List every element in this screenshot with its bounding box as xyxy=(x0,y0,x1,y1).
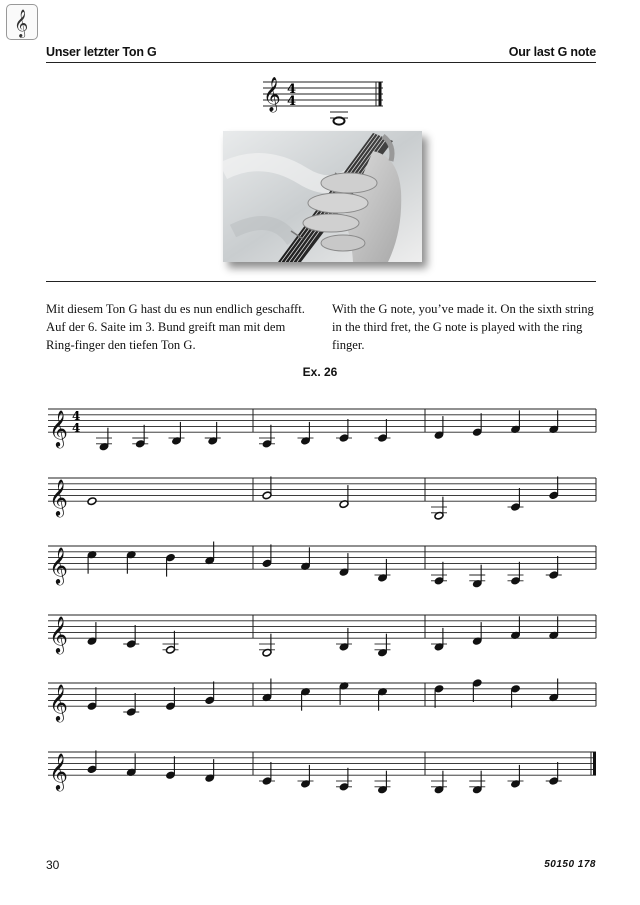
note-head xyxy=(87,497,97,506)
treble-clef-icon: 𝄞 xyxy=(49,683,68,722)
treble-clef-icon: 𝄞 xyxy=(49,546,68,585)
description-german: Mit diesem Ton G hast du es nun endlich geschafft. Auf der 6. Saite im 3. Bund greift man mit dem Ring-finger den tiefen Ton G. xyxy=(46,302,305,352)
example-label: Ex. 26 xyxy=(302,365,338,379)
intro-time-signature: 4 xyxy=(287,82,297,97)
header-title-german: Unser letzter Ton G xyxy=(46,45,157,59)
treble-clef-icon: 𝄞 xyxy=(49,615,68,654)
time-signature-bottom: 4 xyxy=(72,421,81,435)
catalog-number: 50150 178 xyxy=(544,859,596,870)
treble-clef-icon: 𝄞 xyxy=(49,752,68,791)
intro-treble-clef-icon: 𝄞 xyxy=(263,77,281,112)
svg-text:4: 4 xyxy=(287,94,297,109)
treble-clef-icon: 𝄞 xyxy=(49,409,68,448)
page-number: 30 xyxy=(46,858,60,872)
time-signature-top: 4 xyxy=(72,409,81,423)
description-english: With the G note, you’ve made it. On the sixth string in the third fret, the G note is played with the ring finger. xyxy=(332,302,594,352)
svg-text:𝄞: 𝄞 xyxy=(14,9,29,37)
treble-clef-icon: 𝄞 xyxy=(49,478,68,517)
header-title-english: Our last G note xyxy=(508,45,596,59)
